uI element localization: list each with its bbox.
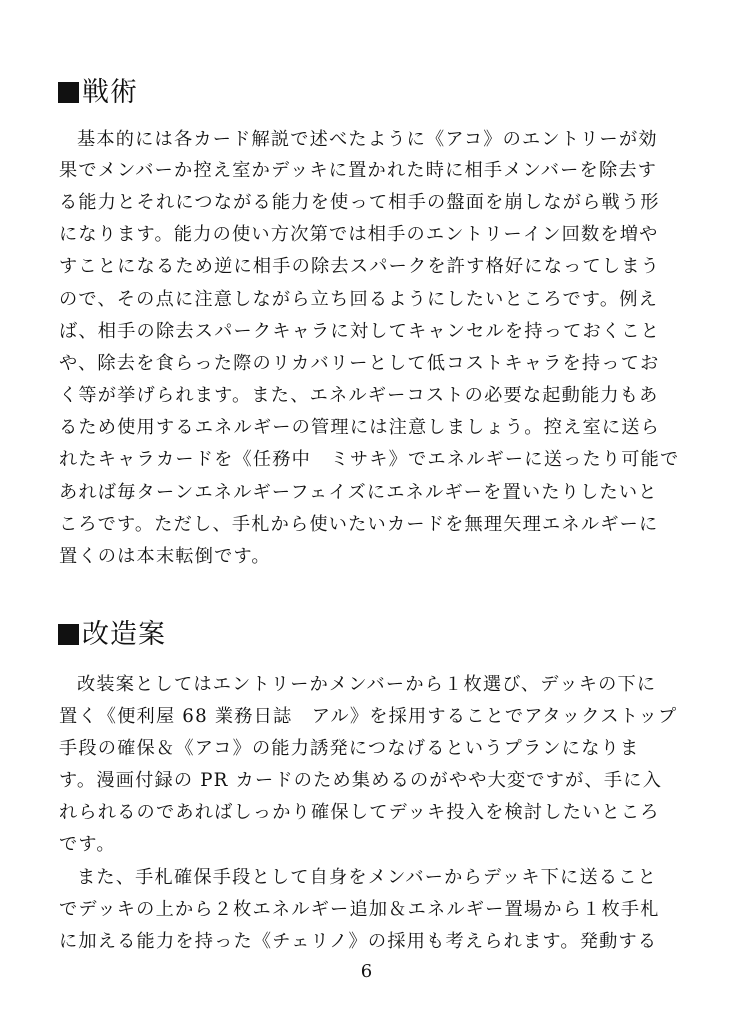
section-heading-text: 改造案 bbox=[82, 619, 166, 650]
paragraph-line: や、除去を食らった際のリカバリーとして低コストキャラを持ってお bbox=[59, 353, 660, 374]
paragraph-line: です。 bbox=[59, 834, 116, 855]
paragraph-line: 置くのは本末転倒です。 bbox=[59, 546, 271, 567]
paragraph-line: れたキャラカードを《任務中 ミサキ》でエネルギーに送ったり可能で bbox=[59, 449, 680, 470]
paragraph-line: すことになるため逆に相手の除去スパークを許す格好になってしまう bbox=[59, 256, 661, 277]
paragraph-line: に加える能力を持った《チェリノ》の採用も考えられます。発動する bbox=[59, 931, 658, 952]
paragraph-line: 置く《便利屋 68 業務日誌 アル》を採用することでアタックストップ bbox=[59, 706, 678, 727]
paragraph-line: るため使用するエネルギーの管理には注意しましょう。控え室に送ら bbox=[59, 417, 661, 438]
paragraph-line: ので、その点に注意しながら立ち回るようにしたいところです。例え bbox=[59, 289, 659, 310]
paragraph-line: す。漫画付録の PR カードのため集めるのがやや大変ですが、手に入 bbox=[59, 770, 663, 791]
paragraph-line: ころです。ただし、手札から使いたいカードを無理矢理エネルギーに bbox=[59, 514, 659, 535]
square-bullet-icon bbox=[58, 82, 79, 103]
paragraph-line: 手段の確保＆《アコ》の能力誘発につなげるというプランになりま bbox=[59, 738, 640, 759]
page-number: 6 bbox=[360, 961, 373, 982]
paragraph-line: 改装案としてはエントリーかメンバーから１枚選び、デッキの下に bbox=[77, 674, 657, 695]
section-heading-modification bbox=[58, 618, 166, 652]
paragraph-line: になります。能力の使い方次第では相手のエントリーイン回数を増や bbox=[59, 224, 659, 245]
paragraph-line: ば、相手の除去スパークキャラに対してキャンセルを持っておくこと bbox=[59, 321, 661, 342]
paragraph-line: でデッキの上から２枚エネルギー追加＆エネルギー置場から１枚手札 bbox=[59, 899, 660, 920]
section-heading-text: 戦術 bbox=[82, 77, 138, 108]
square-bullet-icon bbox=[58, 624, 79, 645]
paragraph-line: 果でメンバーか控え室かデッキに置かれた時に相手メンバーを除去す bbox=[59, 160, 658, 181]
paragraph-line: れられるのであればしっかり確保してデッキ投入を検討したいところ bbox=[59, 802, 660, 823]
paragraph-line: る能力とそれにつながる能力を使って相手の盤面を崩しながら戦う形 bbox=[59, 192, 660, 213]
paragraph-line: 基本的には各カード解説で述べたように《アコ》のエントリーが効 bbox=[77, 129, 658, 150]
paragraph-line: く等が挙げられます。また、エネルギーコストの必要な起動能力もあ bbox=[59, 385, 659, 406]
paragraph-line: また、手札確保手段として自身をメンバーからデッキ下に送ること bbox=[77, 867, 657, 888]
paragraph-line: あれば毎ターンエネルギーフェイズにエネルギーを置いたりしたいと bbox=[59, 482, 658, 503]
section-heading-tactics bbox=[58, 76, 138, 110]
